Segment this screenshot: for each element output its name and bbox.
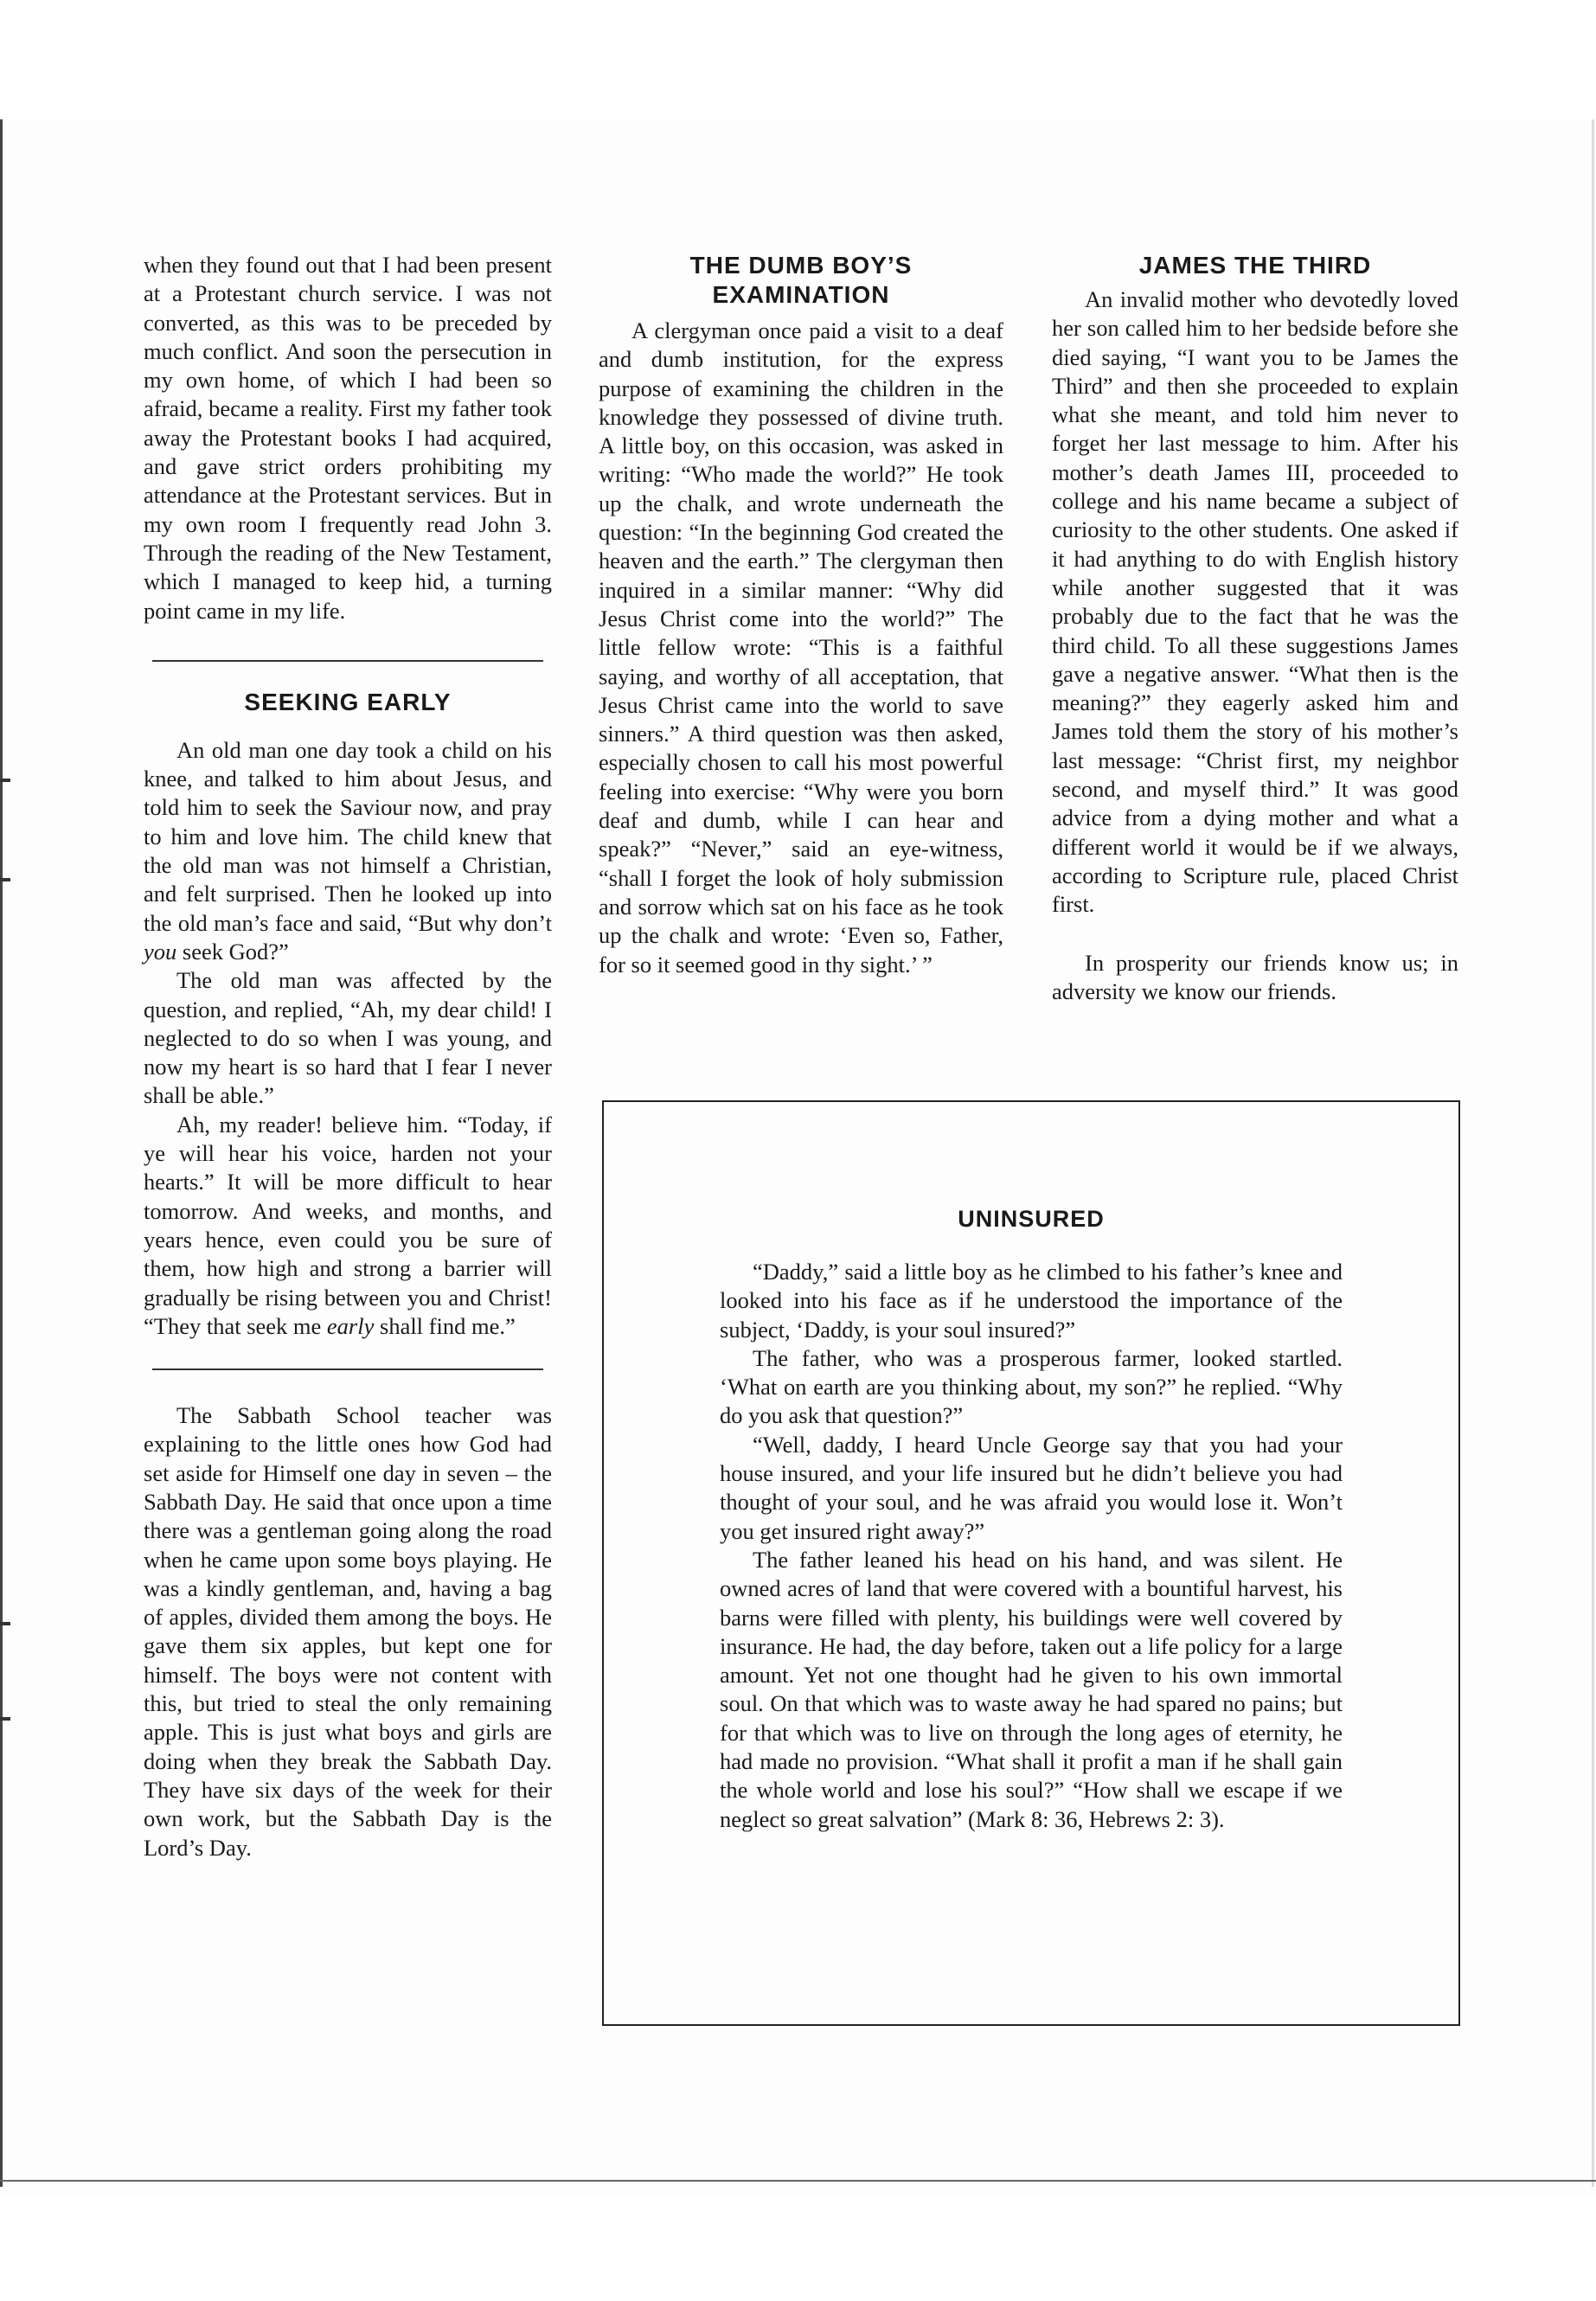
column-left bbox=[144, 251, 552, 1862]
uninsured-paragraph-1: “Daddy,” said a little boy as he climbed to his father’s knee and looked into his face as if he understood the importance of the subject, ‘Daddy, is your soul insured?” bbox=[720, 1259, 1343, 1343]
james-third-title: JAMES THE THIRD bbox=[1138, 252, 1372, 279]
emphasis: early bbox=[326, 1312, 375, 1339]
scan-mark bbox=[0, 1622, 10, 1625]
uninsured-content bbox=[720, 1204, 1343, 1834]
page-edge bbox=[1592, 119, 1594, 2187]
column-middle bbox=[599, 251, 1003, 979]
scan-mark bbox=[0, 779, 10, 782]
divider bbox=[152, 660, 543, 662]
uninsured-paragraph-3: “Well, daddy, I heard Uncle George say that you had your house insured, and your life insured but he didn’t believe you had thought of your soul, and he was afraid you would lose it. Won’t you get insured right away?” bbox=[720, 1431, 1343, 1544]
proverb: In prosperity our friends know us; in adversity we know our friends. bbox=[1052, 949, 1458, 1004]
seeking-early-title: SEEKING EARLY bbox=[244, 688, 452, 715]
dumb-boy-paragraph: A clergyman once paid a visit to a deaf and dumb institution, for the express purpose of examining the children in the knowledge they possessed of divine truth. A little boy, on this occasion, was asked in writing: “Who made the world?” He took up the chalk, and wrote underneath the question: “In the beginning God created the heaven and the earth.” The clergyman then inquired in a similar manner: “Why did Jesus Christ come into the world?” The little fellow wrote: “This is a faithful saying, and worthy of all acceptation, that Jesus Christ came into the world to save sinners.” A third question was then asked, especially chosen to call his most powerful feeling into exercise: “Why were you born deaf and dumb, while I can hear and speak?” “Never,” said an eye-witness, “shall I forget the look of holy submission and sorrow which sat on his face as he took up the chalk and wrote: ‘Even so, Father, for so it seemed good in thy sight.’ ” bbox=[599, 317, 1003, 977]
uninsured-paragraph-2: The father, who was a prosperous farmer, looked startled. ‘What on earth are you thinking about, my son?” he replied. “Why do you ask that question?” bbox=[720, 1344, 1343, 1429]
intro-paragraph: when they found out that I had been present at a Protestant church service. I was not converted, as this was to be preceded by much conflict. And soon the persecution in my own home, of which I had been so afraid, became a reality. First my father took away the Protestant books I had acquired, and gave strict orders prohibiting my attendance at the Protestant services. But in my own room I frequently read John 3. Through the reading of the New Testament, which I managed to keep hid, a turning point came in my life. bbox=[144, 252, 552, 624]
uninsured-paragraph-4: The father leaned his head on his hand, and was silent. He owned acres of land that were covered with a bountiful harvest, his barns were filled with plenty, his buildings were well covered by insurance. He had, the day before, taken out a life policy for a large amount. Yet not one thought had he given to his own immortal soul. On that which was to waste away he had spared no pains; but for that which was to live on through the long ages of eternity, he had made no provision. “What shall it profit a man if he shall gain the whole world and lose his soul?” “How shall we escape if we neglect so great salvation” (Mark 8: 36, Hebrews 2: 3). bbox=[720, 1546, 1343, 1832]
divider bbox=[152, 1368, 543, 1370]
scan-mark bbox=[0, 878, 10, 881]
james-third-paragraph: An invalid mother who devotedly loved her son called him to her bedside before she died saying, “I want you to be James the Third” and then she proceeded to explain what she meant, and told him never to forget her last message to him. After his mother’s death James III, proceeded to college and his name became a subject of curiosity to the other students. One asked if it had anything to do with English history while another suggested that it was probably due to the fact that he was the third child. To all these suggestions James gave a negative answer. “What then is the meaning?” they eagerly asked him and James told them the story of his mother’s last message: “Christ first, my neighbor second, and myself third.” It was good advice from a dying mother and what a different world it would be if we always, according to Scripture rule, placed Christ first. bbox=[1052, 286, 1458, 918]
uninsured-box bbox=[602, 1100, 1460, 2026]
emphasis: you bbox=[144, 938, 177, 965]
dumb-boy-title: THE DUMB BOY’S EXAMINATION bbox=[689, 252, 913, 308]
page-edge bbox=[0, 119, 3, 2187]
scan-mark bbox=[0, 1717, 10, 1721]
sabbath-paragraph: The Sabbath School teacher was explaining to the little ones how God had set aside for Himself one day in seven – the Sabbath Day. He said that once upon a time there was a gentleman going along the road when he came upon some boys playing. He was a kindly gentleman, and, having a bag of apples, divided them among the boys. He gave them six apples, but kept one for himself. The boys were not content with this, but tried to steal the only remaining apple. This is just what boys and girls are doing when they break the Sabbath Day. They have six days of the week for their own work, but the Sabbath Day is the Lord’s Day. bbox=[144, 1402, 552, 1861]
seeking-paragraph-3: Ah, my reader! believe him. “Today, if ye will hear his voice, harden not your hearts.” It will be more difficult to hear tomorrow. And weeks, and months, and years hence, even could you be sure of them, how high and strong a barrier will gradually be rising between you and Christ! “They that seek me early shall find me.” bbox=[144, 1111, 552, 1339]
column-right bbox=[1052, 251, 1458, 1006]
scan-margin bbox=[0, 0, 1596, 119]
seeking-paragraph-1: An old man one day took a child on his knee, and talked to him about Jesus, and told him to seek the Saviour now, and pray to him and love him. The child knew that the old man was not himself a Christian, and felt surprised. Then he looked up into the old man’s face and said, “But why don’t you seek God?” bbox=[144, 736, 552, 965]
page-edge bbox=[0, 2180, 1596, 2182]
uninsured-title: UNINSURED bbox=[958, 1206, 1105, 1232]
seeking-paragraph-2: The old man was affected by the question, and replied, “Ah, my dear child! I neglected to do so when I was young, and now my heart is so hard that I fear I never shall be able.” bbox=[144, 967, 552, 1109]
